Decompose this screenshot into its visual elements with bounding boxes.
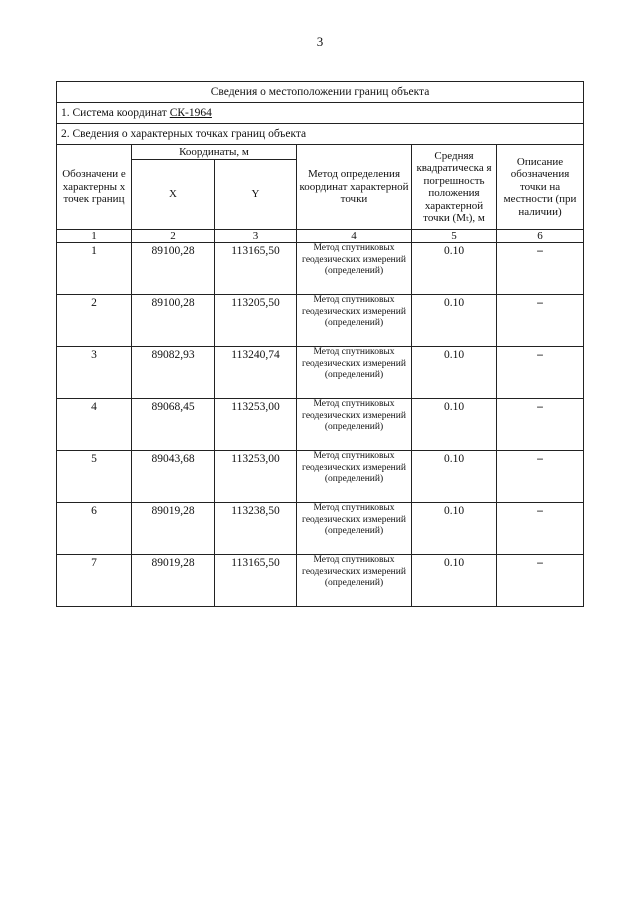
method-cell: Метод спутниковых геодезических измерений (определений) (297, 399, 412, 451)
y-coordinate-cell: 113240,74 (215, 347, 297, 399)
column-number: 4 (297, 230, 412, 243)
header-y: Y (215, 160, 297, 230)
y-coordinate-cell: 113238,50 (215, 503, 297, 555)
y-coordinate-cell: 113165,50 (215, 555, 297, 607)
column-number: 3 (215, 230, 297, 243)
boundary-table (56, 81, 584, 607)
point-number-cell: 1 (57, 243, 132, 295)
description-cell: – (497, 451, 584, 503)
x-coordinate-cell: 89019,28 (132, 555, 215, 607)
x-coordinate-cell: 89043,68 (132, 451, 215, 503)
point-number-cell: 2 (57, 295, 132, 347)
header-designation: Обозначени е характерны х точек границ (57, 145, 132, 230)
method-cell: Метод спутниковых геодезических измерений (определений) (297, 347, 412, 399)
coordinate-system-row (57, 103, 584, 124)
column-number-row (57, 230, 584, 243)
x-coordinate-cell: 89100,28 (132, 295, 215, 347)
table-row (57, 451, 584, 503)
method-cell: Метод спутниковых геодезических измерений (определений) (297, 555, 412, 607)
point-number-cell: 7 (57, 555, 132, 607)
x-coordinate-cell: 89082,93 (132, 347, 215, 399)
y-coordinate-cell: 113253,00 (215, 399, 297, 451)
x-coordinate-cell: 89068,45 (132, 399, 215, 451)
column-number: 6 (497, 230, 584, 243)
point-number-cell: 4 (57, 399, 132, 451)
error-cell: 0.10 (412, 555, 497, 607)
column-number: 2 (132, 230, 215, 243)
error-cell: 0.10 (412, 503, 497, 555)
table-row (57, 555, 584, 607)
point-number-cell: 3 (57, 347, 132, 399)
x-coordinate-cell: 89019,28 (132, 503, 215, 555)
table-row (57, 243, 584, 295)
point-number-cell: 5 (57, 451, 132, 503)
error-cell: 0.10 (412, 347, 497, 399)
column-number: 1 (57, 230, 132, 243)
coordinate-system-label: 1. Система координат (61, 107, 170, 119)
method-cell: Метод спутниковых геодезических измерений (определений) (297, 295, 412, 347)
description-cell: – (497, 555, 584, 607)
method-cell: Метод спутниковых геодезических измерений (определений) (297, 243, 412, 295)
method-cell: Метод спутниковых геодезических измерений (определений) (297, 451, 412, 503)
error-cell: 0.10 (412, 399, 497, 451)
header-method: Метод определения координат характерной точки (297, 145, 412, 230)
description-cell: – (497, 399, 584, 451)
x-coordinate-cell: 89100,28 (132, 243, 215, 295)
header-x: X (132, 160, 215, 230)
table-row (57, 399, 584, 451)
error-cell: 0.10 (412, 451, 497, 503)
coordinate-system-link[interactable]: СК-1964 (169, 107, 212, 119)
header-coordinates: Координаты, м (132, 145, 297, 160)
y-coordinate-cell: 113165,50 (215, 243, 297, 295)
point-number-cell: 6 (57, 503, 132, 555)
description-cell: – (497, 295, 584, 347)
header-description: Описание обозначения точки на местности (при наличии) (497, 145, 584, 230)
error-cell: 0.10 (412, 243, 497, 295)
error-cell: 0.10 (412, 295, 497, 347)
page-number: 3 (316, 34, 324, 49)
table-row (57, 503, 584, 555)
characteristic-points-heading: 2. Сведения о характерных точках границ объекта (57, 124, 584, 145)
method-cell: Метод спутниковых геодезических измерений (определений) (297, 503, 412, 555)
description-cell: – (497, 503, 584, 555)
description-cell: – (497, 347, 584, 399)
column-number: 5 (412, 230, 497, 243)
header-error: Средняя квадратическа я погрешность положения характерной точки (Mₜ), м (412, 145, 497, 230)
table-row (57, 347, 584, 399)
table-row (57, 295, 584, 347)
y-coordinate-cell: 113253,00 (215, 451, 297, 503)
table-title: Сведения о местоположении границ объекта (57, 82, 584, 103)
description-cell: – (497, 243, 584, 295)
y-coordinate-cell: 113205,50 (215, 295, 297, 347)
